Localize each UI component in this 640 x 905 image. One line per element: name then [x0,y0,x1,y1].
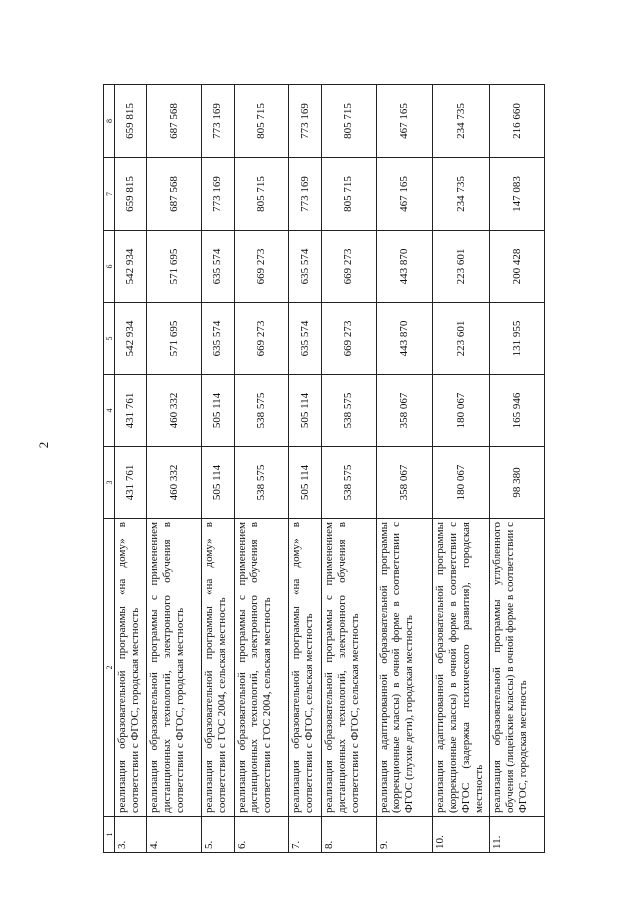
value-cell-col-4: 165 946 [490,375,545,447]
table-row [490,85,545,853]
header-col-6: 6 [104,231,115,303]
value-cell-col-5: 669 273 [234,303,289,375]
value-cell-col-5: 669 273 [321,303,376,375]
value-cell-col-6: 200 428 [490,231,545,303]
value-cell-col-5: 635 574 [289,303,321,375]
value-cell-col-4: 460 332 [147,375,202,447]
value-cell-col-8: 234 735 [433,85,490,158]
value-cell-col-8: 805 715 [234,85,289,158]
table-row [147,85,202,853]
value-cell-col-6: 542 934 [115,231,147,303]
value-cell-col-4: 431 761 [115,375,147,447]
value-cell-col-7: 773 169 [202,158,234,231]
row-description-cell: реализация адаптированной образовательной программы (коррекционные классы) в очной форме в соответствии с ФГОС (глухие дети), городская местность [376,519,433,817]
value-cell-col-5: 443 870 [376,303,433,375]
row-number-cell: 8. [321,817,376,853]
header-col-1: 1 [104,817,115,853]
row-number-cell: 4. [147,817,202,853]
row-description-cell: реализация образовательной программы «на дому» в соответствии с ФГОС, сельская местность [289,519,321,817]
value-cell-col-3: 538 575 [234,447,289,519]
value-cell-col-3: 180 067 [433,447,490,519]
header-col-5: 5 [104,303,115,375]
value-cell-col-3: 505 114 [202,447,234,519]
header-col-2: 2 [104,519,115,817]
value-cell-col-6: 669 273 [234,231,289,303]
value-cell-col-5: 131 955 [490,303,545,375]
row-number-cell: 7. [289,817,321,853]
table-row [433,85,490,853]
row-number-cell: 6. [234,817,289,853]
value-cell-col-7: 805 715 [321,158,376,231]
header-col-3: 3 [104,447,115,519]
table-row [289,85,321,853]
value-cell-col-3: 98 380 [490,447,545,519]
value-cell-col-5: 223 601 [433,303,490,375]
value-cell-col-4: 505 114 [289,375,321,447]
table-row [115,85,147,853]
value-cell-col-4: 505 114 [202,375,234,447]
value-cell-col-3: 358 067 [376,447,433,519]
value-cell-col-3: 538 575 [321,447,376,519]
header-col-8: 8 [104,85,115,158]
value-cell-col-6: 635 574 [202,231,234,303]
value-cell-col-4: 358 067 [376,375,433,447]
value-cell-col-6: 443 870 [376,231,433,303]
value-cell-col-6: 223 601 [433,231,490,303]
page-number: 2 [36,441,51,449]
row-description-cell: реализация образовательной программы «на дому» в соответствии с ФГОС, городская местность [115,519,147,817]
value-cell-col-6: 571 695 [147,231,202,303]
value-cell-col-8: 659 815 [115,85,147,158]
value-cell-col-7: 234 735 [433,158,490,231]
value-cell-col-8: 805 715 [321,85,376,158]
row-description-cell: реализация образовательной программы углубленного обучения (лицейские классы) в очной форме в соответствии с ФГОС, городская местность [490,519,545,817]
value-cell-col-4: 180 067 [433,375,490,447]
row-description-cell: реализация адаптированной образовательной программы (коррекционные классы) в очной форме в соответствии с ФГОС (задержка психического развития), городская местность [433,519,490,817]
value-cell-col-6: 669 273 [321,231,376,303]
value-cell-col-8: 773 169 [202,85,234,158]
header-col-7: 7 [104,158,115,231]
row-number-cell: 11. [490,817,545,853]
value-cell-col-3: 460 332 [147,447,202,519]
table-row [202,85,234,853]
tariff-table [103,84,545,853]
value-cell-col-8: 687 568 [147,85,202,158]
value-cell-col-7: 773 169 [289,158,321,231]
value-cell-col-8: 216 660 [490,85,545,158]
value-cell-col-5: 542 934 [115,303,147,375]
row-number-cell: 9. [376,817,433,853]
row-number-cell: 5. [202,817,234,853]
value-cell-col-7: 687 568 [147,158,202,231]
row-number-cell: 3. [115,817,147,853]
table-header-row [104,85,115,853]
value-cell-col-3: 505 114 [289,447,321,519]
rotated-table-container [103,85,545,853]
value-cell-col-6: 635 574 [289,231,321,303]
row-description-cell: реализация образовательной программы «на дому» в соответствии с ГОС 2004, сельская местность [202,519,234,817]
row-description-cell: реализация образовательной программы с применением дистанционных технологий, электронного обучения в соответствии с ФГОС, городская местность [147,519,202,817]
row-description-cell: реализация образовательной программы с применением дистанционных технологий, электронного обучения в соответствии с ФГОС, сельская местность [321,519,376,817]
row-description-cell: реализация образовательной программы с применением дистанционных технологий, электронного обучения в соответствии с ГОС 2004, сельская местность [234,519,289,817]
value-cell-col-7: 147 083 [490,158,545,231]
value-cell-col-8: 773 169 [289,85,321,158]
value-cell-col-7: 467 165 [376,158,433,231]
value-cell-col-7: 805 715 [234,158,289,231]
value-cell-col-4: 538 575 [234,375,289,447]
value-cell-col-3: 431 761 [115,447,147,519]
table-row [234,85,289,853]
table-body [115,85,545,853]
table-row [321,85,376,853]
header-col-4: 4 [104,375,115,447]
value-cell-col-5: 635 574 [202,303,234,375]
value-cell-col-8: 467 165 [376,85,433,158]
value-cell-col-5: 571 695 [147,303,202,375]
value-cell-col-4: 538 575 [321,375,376,447]
table-row [376,85,433,853]
value-cell-col-7: 659 815 [115,158,147,231]
row-number-cell: 10. [433,817,490,853]
